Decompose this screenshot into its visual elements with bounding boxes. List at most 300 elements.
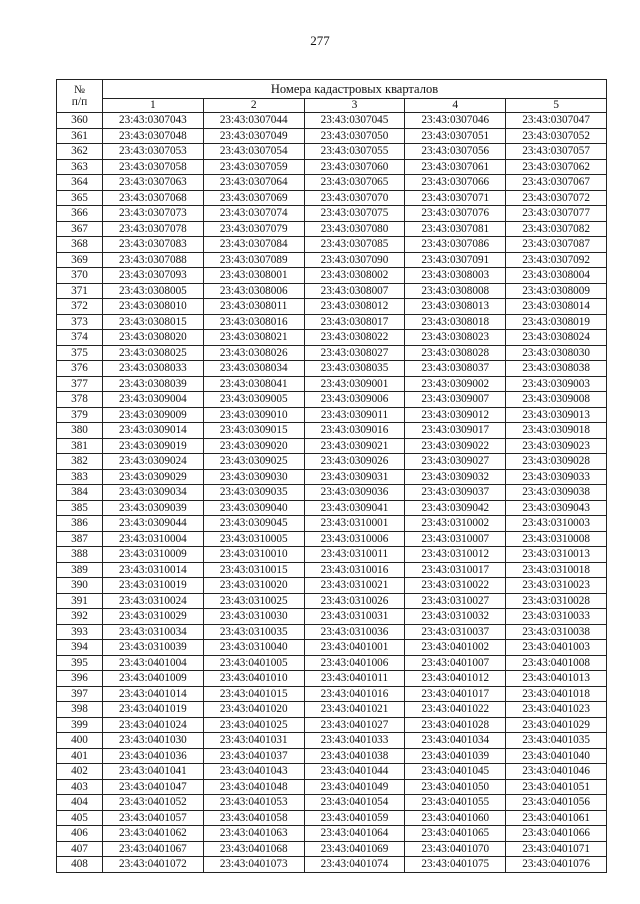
cadastral-number-cell: 23:43:0307047 [506, 113, 607, 129]
cadastral-number-cell: 23:43:0309010 [203, 407, 304, 423]
cadastral-number-cell: 23:43:0309036 [304, 485, 405, 501]
table-row [57, 578, 607, 594]
cadastral-number-cell: 23:43:0307089 [203, 252, 304, 268]
row-number: 379 [57, 407, 103, 423]
cadastral-number-cell: 23:43:0308019 [506, 314, 607, 330]
cadastral-number-cell: 23:43:0307060 [304, 159, 405, 175]
cadastral-number-cell: 23:43:0401050 [405, 779, 506, 795]
cadastral-number-cell: 23:43:0307056 [405, 144, 506, 160]
row-number: 371 [57, 283, 103, 299]
cadastral-number-cell: 23:43:0307068 [103, 190, 204, 206]
cadastral-number-cell: 23:43:0307063 [103, 175, 204, 191]
row-number: 376 [57, 361, 103, 377]
row-number: 374 [57, 330, 103, 346]
cadastral-number-cell: 23:43:0308001 [203, 268, 304, 284]
row-number: 364 [57, 175, 103, 191]
row-number: 383 [57, 469, 103, 485]
cadastral-number-cell: 23:43:0308004 [506, 268, 607, 284]
cadastral-number-cell: 23:43:0309018 [506, 423, 607, 439]
table-row [57, 314, 607, 330]
table-row [57, 624, 607, 640]
row-number: 378 [57, 392, 103, 408]
cadastral-number-cell: 23:43:0307049 [203, 128, 304, 144]
cadastral-number-cell: 23:43:0308041 [203, 376, 304, 392]
row-number: 366 [57, 206, 103, 222]
cadastral-number-cell: 23:43:0307048 [103, 128, 204, 144]
cadastral-number-cell: 23:43:0307074 [203, 206, 304, 222]
cadastral-number-cell: 23:43:0309014 [103, 423, 204, 439]
cadastral-number-cell: 23:43:0401068 [203, 841, 304, 857]
cadastral-number-cell: 23:43:0307053 [103, 144, 204, 160]
row-number: 372 [57, 299, 103, 315]
row-number: 393 [57, 624, 103, 640]
cadastral-number-cell: 23:43:0310029 [103, 609, 204, 625]
row-number: 401 [57, 748, 103, 764]
table-row [57, 128, 607, 144]
row-number: 365 [57, 190, 103, 206]
cadastral-number-cell: 23:43:0401006 [304, 655, 405, 671]
table-row [57, 655, 607, 671]
cadastral-number-cell: 23:43:0401038 [304, 748, 405, 764]
table-row [57, 702, 607, 718]
cadastral-number-cell: 23:43:0310009 [103, 547, 204, 563]
cadastral-number-cell: 23:43:0307079 [203, 221, 304, 237]
cadastral-number-cell: 23:43:0309045 [203, 516, 304, 532]
cadastral-number-cell: 23:43:0310018 [506, 562, 607, 578]
cadastral-number-cell: 23:43:0307084 [203, 237, 304, 253]
cadastral-number-cell: 23:43:0401045 [405, 764, 506, 780]
cadastral-number-cell: 23:43:0308024 [506, 330, 607, 346]
cadastral-number-cell: 23:43:0308016 [203, 314, 304, 330]
cadastral-number-cell: 23:43:0401001 [304, 640, 405, 656]
cadastral-number-cell: 23:43:0307072 [506, 190, 607, 206]
cadastral-number-cell: 23:43:0307062 [506, 159, 607, 175]
cadastral-number-cell: 23:43:0310022 [405, 578, 506, 594]
cadastral-number-cell: 23:43:0307082 [506, 221, 607, 237]
table-row [57, 717, 607, 733]
cadastral-number-cell: 23:43:0401014 [103, 686, 204, 702]
row-number: 368 [57, 237, 103, 253]
cadastral-number-cell: 23:43:0310036 [304, 624, 405, 640]
cadastral-number-cell: 23:43:0401036 [103, 748, 204, 764]
cadastral-number-cell: 23:43:0310005 [203, 531, 304, 547]
cadastral-number-cell: 23:43:0307073 [103, 206, 204, 222]
cadastral-number-cell: 23:43:0308033 [103, 361, 204, 377]
table-row [57, 268, 607, 284]
table-row [57, 392, 607, 408]
cadastral-number-cell: 23:43:0307088 [103, 252, 204, 268]
row-number: 408 [57, 857, 103, 873]
column-header: 4 [405, 99, 506, 113]
cadastral-number-cell: 23:43:0307057 [506, 144, 607, 160]
cadastral-number-cell: 23:43:0309013 [506, 407, 607, 423]
cadastral-number-cell: 23:43:0401023 [506, 702, 607, 718]
cadastral-number-cell: 23:43:0307067 [506, 175, 607, 191]
table-row [57, 826, 607, 842]
cadastral-number-cell: 23:43:0309011 [304, 407, 405, 423]
cadastral-number-cell: 23:43:0310011 [304, 547, 405, 563]
cadastral-number-cell: 23:43:0401046 [506, 764, 607, 780]
cadastral-number-cell: 23:43:0310035 [203, 624, 304, 640]
table-row [57, 252, 607, 268]
cadastral-number-cell: 23:43:0401058 [203, 810, 304, 826]
cadastral-number-cell: 23:43:0307044 [203, 113, 304, 129]
cadastral-number-cell: 23:43:0401049 [304, 779, 405, 795]
row-number: 363 [57, 159, 103, 175]
cadastral-number-cell: 23:43:0401017 [405, 686, 506, 702]
table-row [57, 733, 607, 749]
row-number-header-symbol: № [74, 84, 85, 96]
cadastral-number-cell: 23:43:0310030 [203, 609, 304, 625]
cadastral-number-cell: 23:43:0310032 [405, 609, 506, 625]
cadastral-number-cell: 23:43:0309024 [103, 454, 204, 470]
cadastral-number-cell: 23:43:0401034 [405, 733, 506, 749]
cadastral-number-cell: 23:43:0401073 [203, 857, 304, 873]
cadastral-number-cell: 23:43:0401056 [506, 795, 607, 811]
table-row [57, 237, 607, 253]
cadastral-number-cell: 23:43:0308028 [405, 345, 506, 361]
table-row [57, 407, 607, 423]
cadastral-number-cell: 23:43:0401039 [405, 748, 506, 764]
cadastral-number-cell: 23:43:0308017 [304, 314, 405, 330]
cadastral-number-cell: 23:43:0401048 [203, 779, 304, 795]
table-row [57, 671, 607, 687]
cadastral-number-cell: 23:43:0310020 [203, 578, 304, 594]
cadastral-number-cell: 23:43:0309025 [203, 454, 304, 470]
cadastral-number-cell: 23:43:0401062 [103, 826, 204, 842]
cadastral-number-cell: 23:43:0401027 [304, 717, 405, 733]
table-title: Номера кадастровых кварталов [103, 80, 607, 99]
cadastral-number-cell: 23:43:0310004 [103, 531, 204, 547]
table-row [57, 299, 607, 315]
cadastral-number-cell: 23:43:0309020 [203, 438, 304, 454]
cadastral-number-cell: 23:43:0401059 [304, 810, 405, 826]
cadastral-number-cell: 23:43:0401016 [304, 686, 405, 702]
cadastral-number-cell: 23:43:0309044 [103, 516, 204, 532]
table-row [57, 640, 607, 656]
cadastral-number-cell: 23:43:0309032 [405, 469, 506, 485]
row-number: 405 [57, 810, 103, 826]
cadastral-number-cell: 23:43:0310037 [405, 624, 506, 640]
row-number: 388 [57, 547, 103, 563]
cadastral-number-cell: 23:43:0307076 [405, 206, 506, 222]
cadastral-number-cell: 23:43:0401053 [203, 795, 304, 811]
cadastral-number-cell: 23:43:0308003 [405, 268, 506, 284]
row-number: 390 [57, 578, 103, 594]
cadastral-number-cell: 23:43:0307043 [103, 113, 204, 129]
row-number: 395 [57, 655, 103, 671]
cadastral-number-cell: 23:43:0401011 [304, 671, 405, 687]
cadastral-number-cell: 23:43:0401035 [506, 733, 607, 749]
table-row [57, 609, 607, 625]
cadastral-number-cell: 23:43:0308023 [405, 330, 506, 346]
cadastral-number-cell: 23:43:0309042 [405, 500, 506, 516]
cadastral-number-cell: 23:43:0309017 [405, 423, 506, 439]
table-header [57, 80, 607, 113]
cadastral-number-cell: 23:43:0308014 [506, 299, 607, 315]
cadastral-number-cell: 23:43:0310016 [304, 562, 405, 578]
cadastral-number-cell: 23:43:0308026 [203, 345, 304, 361]
cadastral-number-cell: 23:43:0308020 [103, 330, 204, 346]
cadastral-number-cell: 23:43:0401057 [103, 810, 204, 826]
cadastral-number-cell: 23:43:0401030 [103, 733, 204, 749]
cadastral-number-cell: 23:43:0307064 [203, 175, 304, 191]
table-row [57, 485, 607, 501]
cadastral-number-cell: 23:43:0309019 [103, 438, 204, 454]
table-row [57, 423, 607, 439]
cadastral-number-cell: 23:43:0308018 [405, 314, 506, 330]
cadastral-number-cell: 23:43:0401024 [103, 717, 204, 733]
cadastral-number-cell: 23:43:0308010 [103, 299, 204, 315]
table-row [57, 376, 607, 392]
cadastral-number-cell: 23:43:0307086 [405, 237, 506, 253]
cadastral-number-cell: 23:43:0307054 [203, 144, 304, 160]
row-number: 394 [57, 640, 103, 656]
table-row [57, 764, 607, 780]
cadastral-number-cell: 23:43:0310027 [405, 593, 506, 609]
cadastral-number-cell: 23:43:0401040 [506, 748, 607, 764]
cadastral-number-cell: 23:43:0401021 [304, 702, 405, 718]
cadastral-number-cell: 23:43:0308022 [304, 330, 405, 346]
cadastral-number-cell: 23:43:0310008 [506, 531, 607, 547]
cadastral-number-cell: 23:43:0308007 [304, 283, 405, 299]
row-number: 404 [57, 795, 103, 811]
cadastral-number-cell: 23:43:0310003 [506, 516, 607, 532]
cadastral-number-cell: 23:43:0307065 [304, 175, 405, 191]
cadastral-number-cell: 23:43:0308006 [203, 283, 304, 299]
cadastral-number-cell: 23:43:0308034 [203, 361, 304, 377]
cadastral-number-cell: 23:43:0401008 [506, 655, 607, 671]
cadastral-number-cell: 23:43:0310007 [405, 531, 506, 547]
table-row [57, 438, 607, 454]
cadastral-number-cell: 23:43:0307058 [103, 159, 204, 175]
cadastral-number-cell: 23:43:0401052 [103, 795, 204, 811]
cadastral-number-cell: 23:43:0307093 [103, 268, 204, 284]
cadastral-number-cell: 23:43:0308015 [103, 314, 204, 330]
cadastral-number-cell: 23:43:0401074 [304, 857, 405, 873]
cadastral-number-cell: 23:43:0310034 [103, 624, 204, 640]
table-row [57, 361, 607, 377]
cadastral-number-cell: 23:43:0307092 [506, 252, 607, 268]
cadastral-number-cell: 23:43:0307081 [405, 221, 506, 237]
cadastral-number-cell: 23:43:0401025 [203, 717, 304, 733]
cadastral-number-cell: 23:43:0307087 [506, 237, 607, 253]
table-row [57, 686, 607, 702]
column-header: 1 [103, 99, 204, 113]
cadastral-number-cell: 23:43:0401072 [103, 857, 204, 873]
row-number: 389 [57, 562, 103, 578]
cadastral-number-cell: 23:43:0401029 [506, 717, 607, 733]
cadastral-number-cell: 23:43:0401013 [506, 671, 607, 687]
table-row [57, 330, 607, 346]
cadastral-number-cell: 23:43:0309037 [405, 485, 506, 501]
cadastral-number-cell: 23:43:0401076 [506, 857, 607, 873]
cadastral-number-cell: 23:43:0308030 [506, 345, 607, 361]
cadastral-number-cell: 23:43:0309016 [304, 423, 405, 439]
cadastral-number-cell: 23:43:0308038 [506, 361, 607, 377]
cadastral-number-cell: 23:43:0310006 [304, 531, 405, 547]
row-number: 398 [57, 702, 103, 718]
table-row [57, 454, 607, 470]
cadastral-number-cell: 23:43:0310001 [304, 516, 405, 532]
cadastral-number-cell: 23:43:0401028 [405, 717, 506, 733]
cadastral-number-cell: 23:43:0307078 [103, 221, 204, 237]
cadastral-number-cell: 23:43:0401012 [405, 671, 506, 687]
cadastral-number-cell: 23:43:0308035 [304, 361, 405, 377]
cadastral-number-cell: 23:43:0309040 [203, 500, 304, 516]
cadastral-number-cell: 23:43:0401067 [103, 841, 204, 857]
cadastral-number-cell: 23:43:0309029 [103, 469, 204, 485]
cadastral-number-cell: 23:43:0401019 [103, 702, 204, 718]
row-number: 392 [57, 609, 103, 625]
table-row [57, 857, 607, 873]
cadastral-number-cell: 23:43:0307075 [304, 206, 405, 222]
cadastral-number-cell: 23:43:0307069 [203, 190, 304, 206]
cadastral-number-cell: 23:43:0308002 [304, 268, 405, 284]
cadastral-number-cell: 23:43:0401004 [103, 655, 204, 671]
cadastral-number-cell: 23:43:0309015 [203, 423, 304, 439]
cadastral-number-cell: 23:43:0310015 [203, 562, 304, 578]
cadastral-number-cell: 23:43:0401003 [506, 640, 607, 656]
cadastral-number-cell: 23:43:0401047 [103, 779, 204, 795]
cadastral-number-cell: 23:43:0401022 [405, 702, 506, 718]
cadastral-number-cell: 23:43:0401069 [304, 841, 405, 857]
cadastral-number-cell: 23:43:0307080 [304, 221, 405, 237]
cadastral-number-cell: 23:43:0401066 [506, 826, 607, 842]
cadastral-number-cell: 23:43:0309021 [304, 438, 405, 454]
cadastral-number-cell: 23:43:0401075 [405, 857, 506, 873]
table-row [57, 593, 607, 609]
table-row [57, 841, 607, 857]
cadastral-number-cell: 23:43:0401064 [304, 826, 405, 842]
table-row [57, 283, 607, 299]
table-body [57, 113, 607, 873]
cadastral-number-cell: 23:43:0401020 [203, 702, 304, 718]
row-number: 387 [57, 531, 103, 547]
cadastral-number-cell: 23:43:0401002 [405, 640, 506, 656]
row-number: 380 [57, 423, 103, 439]
cadastral-quarters-table [56, 79, 607, 873]
cadastral-number-cell: 23:43:0309035 [203, 485, 304, 501]
cadastral-number-cell: 23:43:0309001 [304, 376, 405, 392]
table-row [57, 221, 607, 237]
table-row [57, 206, 607, 222]
cadastral-number-cell: 23:43:0401041 [103, 764, 204, 780]
cadastral-number-cell: 23:43:0308027 [304, 345, 405, 361]
cadastral-number-cell: 23:43:0307083 [103, 237, 204, 253]
table-row [57, 159, 607, 175]
cadastral-number-cell: 23:43:0309002 [405, 376, 506, 392]
cadastral-number-cell: 23:43:0310024 [103, 593, 204, 609]
cadastral-number-cell: 23:43:0310013 [506, 547, 607, 563]
cadastral-number-cell: 23:43:0308012 [304, 299, 405, 315]
cadastral-number-cell: 23:43:0309028 [506, 454, 607, 470]
cadastral-number-cell: 23:43:0310002 [405, 516, 506, 532]
cadastral-number-cell: 23:43:0401043 [203, 764, 304, 780]
cadastral-number-cell: 23:43:0401044 [304, 764, 405, 780]
cadastral-number-cell: 23:43:0308037 [405, 361, 506, 377]
cadastral-number-cell: 23:43:0401005 [203, 655, 304, 671]
table-row [57, 113, 607, 129]
cadastral-number-cell: 23:43:0309008 [506, 392, 607, 408]
cadastral-number-cell: 23:43:0401010 [203, 671, 304, 687]
table-row [57, 810, 607, 826]
cadastral-number-cell: 23:43:0310023 [506, 578, 607, 594]
cadastral-number-cell: 23:43:0401071 [506, 841, 607, 857]
row-number: 370 [57, 268, 103, 284]
cadastral-number-cell: 23:43:0308025 [103, 345, 204, 361]
cadastral-number-cell: 23:43:0309012 [405, 407, 506, 423]
cadastral-number-cell: 23:43:0308011 [203, 299, 304, 315]
row-number: 361 [57, 128, 103, 144]
table-row [57, 748, 607, 764]
cadastral-number-cell: 23:43:0310038 [506, 624, 607, 640]
row-number: 373 [57, 314, 103, 330]
cadastral-number-cell: 23:43:0307071 [405, 190, 506, 206]
cadastral-number-cell: 23:43:0310026 [304, 593, 405, 609]
column-header: 5 [506, 99, 607, 113]
table-row [57, 500, 607, 516]
table-row [57, 795, 607, 811]
cadastral-number-cell: 23:43:0401033 [304, 733, 405, 749]
cadastral-number-cell: 23:43:0401063 [203, 826, 304, 842]
table-row [57, 779, 607, 795]
cadastral-number-cell: 23:43:0310012 [405, 547, 506, 563]
cadastral-number-cell: 23:43:0310040 [203, 640, 304, 656]
cadastral-number-cell: 23:43:0309033 [506, 469, 607, 485]
row-number: 396 [57, 671, 103, 687]
cadastral-number-cell: 23:43:0309009 [103, 407, 204, 423]
table-row [57, 469, 607, 485]
row-number: 385 [57, 500, 103, 516]
cadastral-number-cell: 23:43:0310025 [203, 593, 304, 609]
cadastral-number-cell: 23:43:0307070 [304, 190, 405, 206]
cadastral-number-cell: 23:43:0309031 [304, 469, 405, 485]
cadastral-number-cell: 23:43:0308008 [405, 283, 506, 299]
row-number: 406 [57, 826, 103, 842]
cadastral-number-cell: 23:43:0401070 [405, 841, 506, 857]
cadastral-number-cell: 23:43:0308005 [103, 283, 204, 299]
cadastral-number-cell: 23:43:0310039 [103, 640, 204, 656]
row-number-header [57, 80, 103, 113]
cadastral-number-cell: 23:43:0309006 [304, 392, 405, 408]
cadastral-number-cell: 23:43:0309007 [405, 392, 506, 408]
column-header: 2 [203, 99, 304, 113]
cadastral-number-cell: 23:43:0310031 [304, 609, 405, 625]
row-number: 402 [57, 764, 103, 780]
row-number: 362 [57, 144, 103, 160]
cadastral-number-cell: 23:43:0310028 [506, 593, 607, 609]
table-row [57, 144, 607, 160]
cadastral-number-cell: 23:43:0310019 [103, 578, 204, 594]
cadastral-number-cell: 23:43:0309043 [506, 500, 607, 516]
cadastral-number-cell: 23:43:0401031 [203, 733, 304, 749]
cadastral-number-cell: 23:43:0307066 [405, 175, 506, 191]
row-number: 386 [57, 516, 103, 532]
cadastral-number-cell: 23:43:0310021 [304, 578, 405, 594]
cadastral-number-cell: 23:43:0309038 [506, 485, 607, 501]
row-number: 391 [57, 593, 103, 609]
row-number: 407 [57, 841, 103, 857]
cadastral-number-cell: 23:43:0309023 [506, 438, 607, 454]
row-number-header-abbr: п/п [71, 96, 88, 108]
row-number: 382 [57, 454, 103, 470]
column-header: 3 [304, 99, 405, 113]
cadastral-number-cell: 23:43:0309030 [203, 469, 304, 485]
row-number: 377 [57, 376, 103, 392]
cadastral-number-cell: 23:43:0401065 [405, 826, 506, 842]
table-row [57, 190, 607, 206]
